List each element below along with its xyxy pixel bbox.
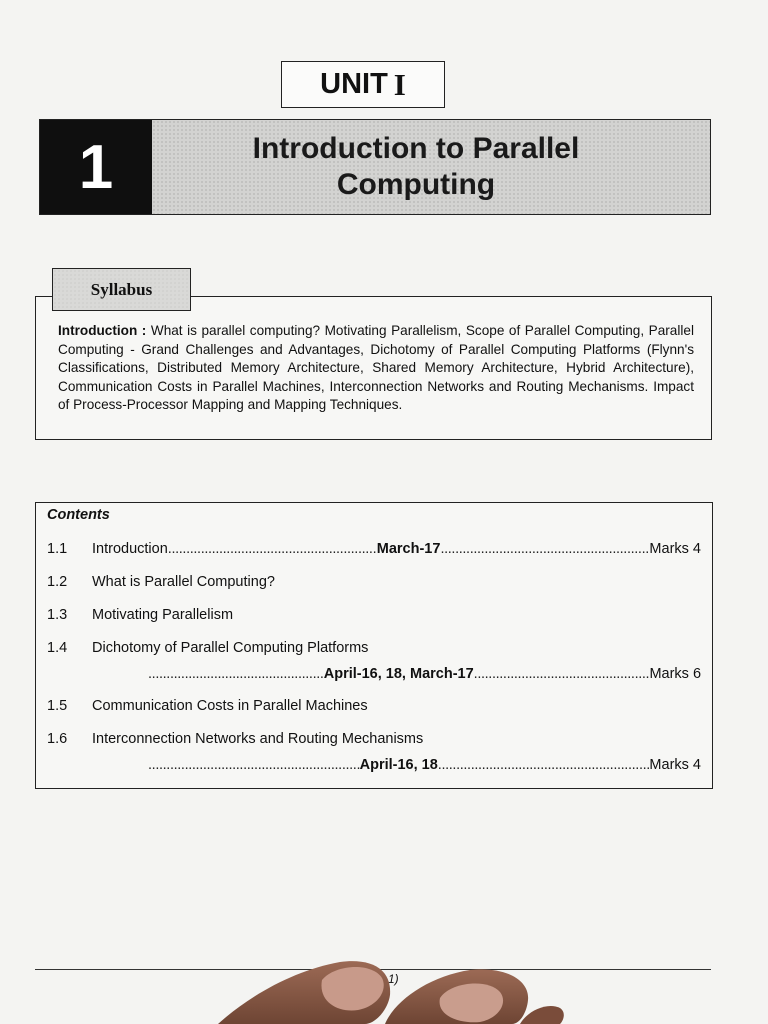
item-number: 1.2 bbox=[47, 574, 68, 590]
leader-dots bbox=[438, 757, 650, 773]
item-text: Introduction bbox=[92, 541, 168, 557]
fingers-photo bbox=[0, 940, 768, 1024]
chapter-title-line2: Computing bbox=[336, 168, 496, 201]
contents-item-1-6-line bbox=[148, 757, 701, 773]
item-number: 1.6 bbox=[47, 731, 68, 747]
chapter-banner bbox=[39, 119, 711, 215]
leader-dots bbox=[148, 757, 360, 773]
syllabus-tab: Syllabus bbox=[52, 268, 191, 311]
item-date: April-16, 18, March-17 bbox=[323, 666, 474, 682]
leader-dots bbox=[474, 666, 650, 682]
item-marks: Marks 6 bbox=[649, 666, 702, 682]
item-date: March-17 bbox=[376, 541, 441, 557]
item-number: 1.3 bbox=[47, 607, 68, 623]
contents-item-1-1-line bbox=[92, 541, 701, 557]
leader-dots bbox=[148, 666, 324, 682]
syllabus-lead: Introduction : bbox=[58, 323, 147, 338]
item-text: Dichotomy of Parallel Computing Platforms bbox=[92, 640, 369, 656]
leader-dots bbox=[440, 541, 649, 557]
item-text: Communication Costs in Parallel Machines bbox=[92, 698, 368, 714]
item-number: 1.5 bbox=[47, 698, 68, 714]
item-marks: Marks 4 bbox=[649, 757, 701, 773]
chapter-number: 1 bbox=[40, 120, 152, 214]
chapter-title-line1: Introduction to Parallel bbox=[252, 132, 580, 165]
item-date: April-16, 18 bbox=[359, 757, 438, 773]
contents-title: Contents bbox=[47, 507, 110, 523]
page-number: 1) bbox=[388, 972, 399, 986]
chapter-title bbox=[152, 120, 710, 214]
item-marks: Marks 4 bbox=[649, 541, 701, 557]
contents-item-1-4-line bbox=[148, 666, 701, 682]
unit-numeral: I bbox=[393, 66, 406, 102]
item-text: Interconnection Networks and Routing Mechanisms bbox=[92, 731, 424, 747]
unit-label: UNIT bbox=[320, 68, 388, 100]
item-number: 1.1 bbox=[47, 541, 68, 557]
unit-heading bbox=[281, 61, 445, 108]
syllabus-text bbox=[58, 322, 694, 415]
item-text: What is Parallel Computing? bbox=[92, 574, 275, 590]
item-text: Motivating Parallelism bbox=[92, 607, 234, 623]
syllabus-body: What is parallel computing? Motivating Parallelism, Scope of Parallel Computing, Parallel Computing - Grand Challenges and Advantages, Dichotomy of Parallel Computing Platforms (Flynn's Classifications, Distributed Memory Architecture, Shared Memory Architecture, Hybrid Architecture), Communication Costs in Parallel Machines, Interconnection Networks and Routing Mechanisms. Impact of Process-Processor Mapping and Mapping Techniques. bbox=[58, 323, 694, 412]
item-number: 1.4 bbox=[47, 640, 68, 656]
leader-dots bbox=[168, 541, 377, 557]
